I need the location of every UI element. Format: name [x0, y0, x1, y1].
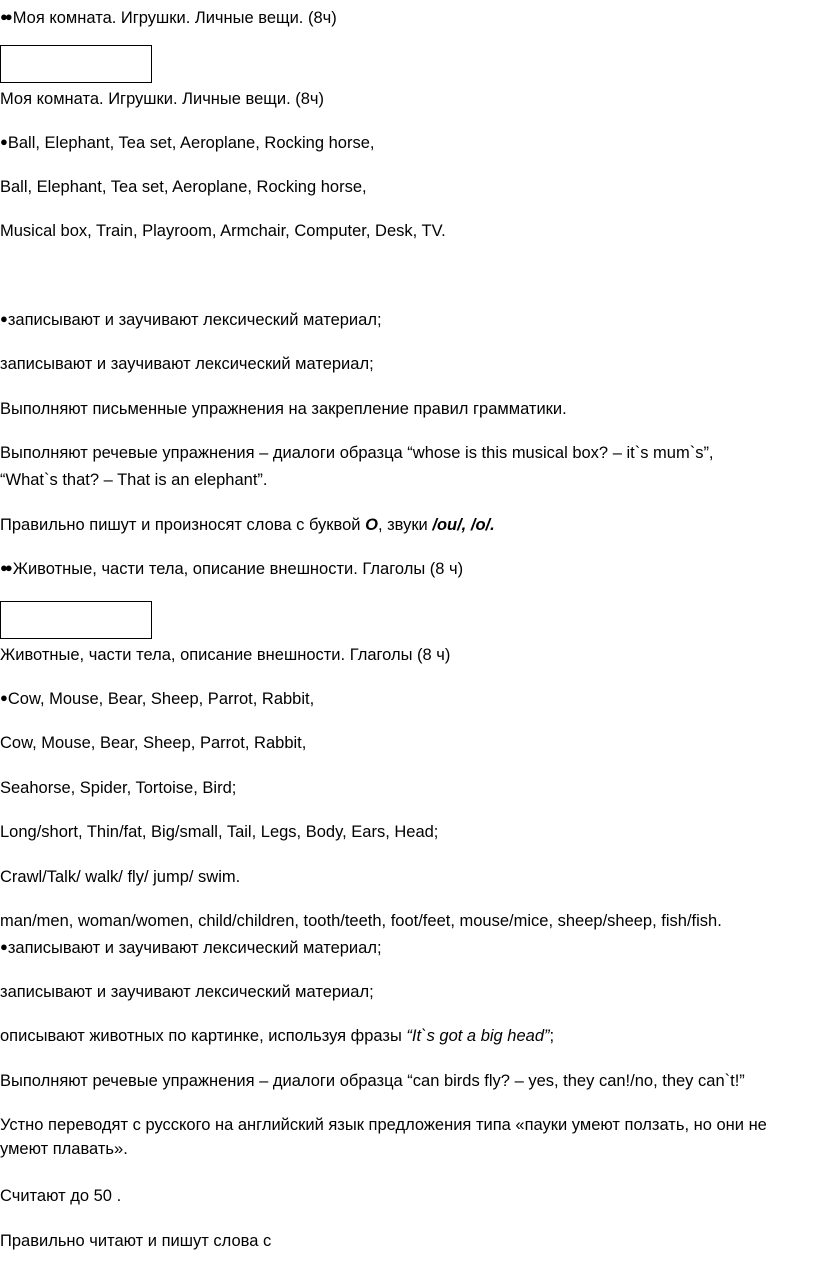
section2-vocab1-bulleted-text: Cow, Mouse, Bear, Sheep, Parrot, Rabbit,	[7, 690, 315, 708]
section1-act1-bulleted-text: записывают и заучивают лексический материал;	[7, 311, 382, 329]
section1-act4-prefix: Правильно пишут и произносят слова с буквой	[0, 516, 366, 534]
section2-title-bulleted	[0, 557, 463, 582]
section1-act4-sounds: /ou/, /o/.	[432, 516, 495, 534]
bullet-icon: ●	[0, 134, 5, 149]
section2-act1-bulleted-text: записывают и заучивают лексический материал;	[7, 939, 382, 957]
section1-title-text: Моя комната. Игрушки. Личные вещи. (8ч)	[12, 9, 337, 27]
section2-act4: Устно переводят с русского на английский язык предложения типа «пауки умеют ползать, но они не умеют плавать».	[0, 1116, 767, 1158]
bullet-icon: ●●	[0, 560, 10, 575]
section2-act6: Правильно читают и пишут слова с	[0, 1232, 272, 1250]
bullet-icon: ●	[0, 690, 5, 705]
section1-title-bulleted	[0, 6, 337, 31]
section1-act3-line2: “What`s that? – That is an elephant”.	[0, 471, 268, 489]
section1-vocab1: Ball, Elephant, Tea set, Aeroplane, Rocking horse,	[0, 178, 367, 196]
section2-act2-phrase: “It`s got a big head”	[406, 1027, 550, 1045]
section1-vocab1-bulleted-text: Ball, Elephant, Tea set, Aeroplane, Rocking horse,	[7, 134, 375, 152]
section2-act3: Выполняют речевые упражнения – диалоги образца “can birds fly? – yes, they can!/no, they can`t!”	[0, 1072, 745, 1090]
section2-act2	[0, 1024, 554, 1048]
section1-act1-bulleted	[0, 308, 382, 333]
section2-vocab5: man/men, woman/women, child/children, tooth/teeth, foot/feet, mouse/mice, sheep/sheep, fish/fish.	[0, 912, 722, 930]
section2-vocab3: Long/short, Thin/fat, Big/small, Tail, Legs, Body, Ears, Head;	[0, 823, 439, 841]
section2-vocab4: Crawl/Talk/ walk/ fly/ jump/ swim.	[0, 868, 241, 886]
section1-act4	[0, 513, 495, 537]
section2-act1-bulleted	[0, 936, 382, 961]
empty-frame	[0, 601, 152, 639]
section2-vocab1: Cow, Mouse, Bear, Sheep, Parrot, Rabbit,	[0, 734, 307, 752]
section2-act1: записывают и заучивают лексический материал;	[0, 983, 374, 1001]
bullet-icon: ●	[0, 311, 5, 326]
section1-act4-letter: O	[365, 516, 378, 534]
section1-vocab2: Musical box, Train, Playroom, Armchair, Computer, Desk, TV.	[0, 222, 446, 240]
section1-act4-middle: , звуки	[377, 516, 433, 534]
section2-title: Животные, части тела, описание внешности. Глаголы (8 ч)	[0, 646, 451, 664]
section1-act2: Выполняют письменные упражнения на закрепление правил грамматики.	[0, 400, 567, 418]
section2-vocab1-bulleted	[0, 687, 314, 712]
bullet-icon: ●	[0, 939, 5, 954]
bullet-icon: ●●	[0, 9, 10, 24]
section2-title-text: Животные, части тела, описание внешности. Глаголы (8 ч)	[12, 560, 464, 578]
section2-act2-prefix: описывают животных по картинке, используя фразы	[0, 1027, 407, 1045]
section2-act5: Считают до 50 .	[0, 1187, 122, 1205]
section2-vocab2: Seahorse, Spider, Tortoise, Bird;	[0, 779, 237, 797]
section1-act1: записывают и заучивают лексический материал;	[0, 355, 374, 373]
empty-frame	[0, 45, 152, 83]
section1-act3-line1: Выполняют речевые упражнения – диалоги образца “whose is this musical box? – it`s mum`s”,	[0, 444, 714, 462]
section1-title: Моя комната. Игрушки. Личные вещи. (8ч)	[0, 90, 325, 108]
section1-vocab1-bulleted	[0, 131, 374, 156]
section2-act2-suffix: ;	[549, 1027, 555, 1045]
